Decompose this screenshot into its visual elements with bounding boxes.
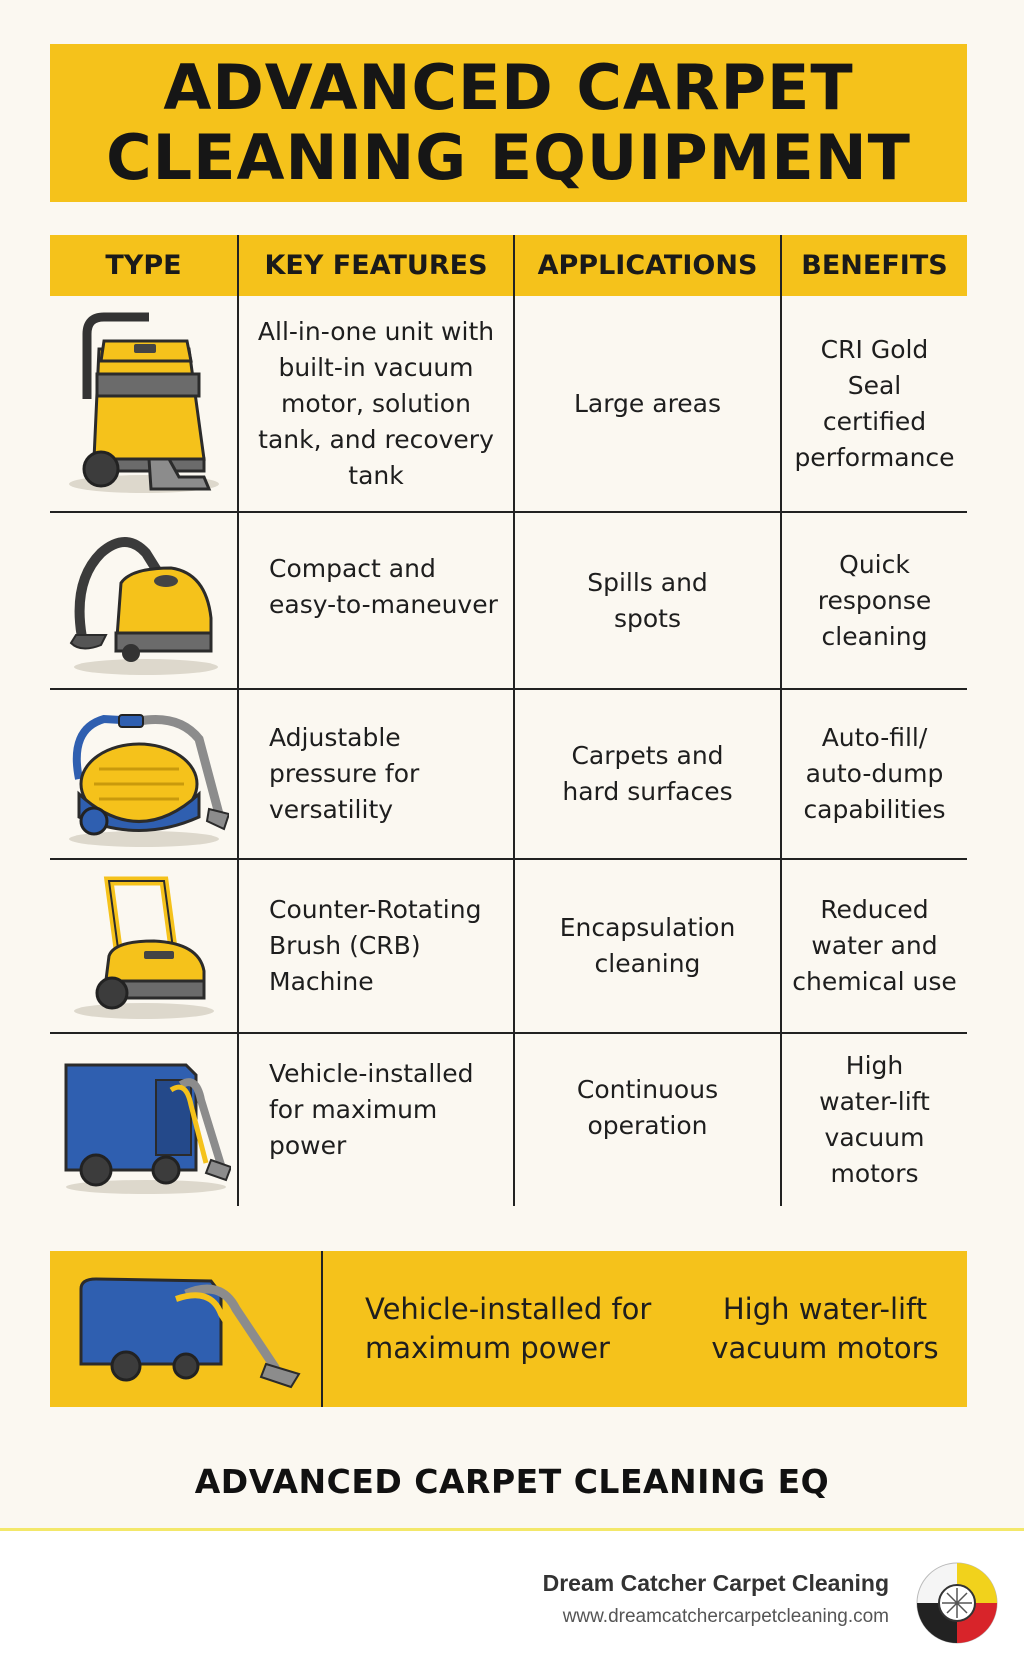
benefit-line: motors (830, 1159, 919, 1188)
application-line: hard surfaces (562, 777, 733, 806)
type-cell (50, 296, 239, 511)
application-line: Encapsulation (559, 913, 736, 942)
summary-benefit (700, 1290, 950, 1368)
application-line: Large areas (573, 388, 722, 418)
feature-line: All-in-one unit with (257, 316, 495, 346)
feature-line: easy-to-maneuver (269, 590, 498, 619)
benefit-line: water and (811, 931, 938, 960)
summary-benefit-line: High water-lift (722, 1292, 928, 1326)
header-type: TYPE (50, 235, 239, 296)
truck-mount-unit-icon (56, 1045, 231, 1195)
feature-line: Brush (CRB) (269, 931, 421, 960)
summary-feature (323, 1290, 700, 1368)
feature-line: Counter-Rotating (269, 895, 482, 924)
applications-cell (515, 1034, 782, 1206)
header-applications: APPLICATIONS (515, 235, 782, 296)
table-row (50, 513, 967, 690)
benefit-line: CRI Gold Seal (820, 334, 929, 400)
benefit-line: auto-dump (805, 759, 944, 788)
benefit-line: vacuum (824, 1123, 925, 1152)
table-row (50, 690, 967, 860)
application-line: spots (613, 603, 682, 633)
benefit-line: High (845, 1051, 904, 1080)
feature-line: Adjustable (269, 723, 401, 752)
truck-mount-unit-icon (71, 1269, 301, 1389)
feature-line: motor, solution (281, 388, 471, 418)
benefits-cell (782, 513, 967, 688)
feature-line: for maximum (269, 1095, 438, 1124)
summary-benefit-line: vacuum motors (711, 1331, 939, 1365)
yellow-wet-dry-vacuum-icon (59, 309, 229, 499)
company-website[interactable]: www.dreamcatchercarpetcleaning.com (562, 1606, 889, 1627)
table-row (50, 860, 967, 1034)
crb-machine-icon (64, 871, 224, 1021)
summary-banner (50, 1251, 967, 1407)
feature-line: Vehicle-installed (269, 1059, 474, 1088)
features-cell (239, 296, 515, 511)
title-banner (50, 44, 967, 202)
features-cell (239, 690, 515, 858)
type-cell (50, 513, 239, 688)
header-benefits: BENEFITS (801, 250, 948, 281)
benefit-line: cleaning (821, 621, 928, 651)
summary-icon-cell (50, 1251, 323, 1407)
feature-line: power (269, 1131, 347, 1160)
application-line: Continuous (576, 1075, 719, 1104)
features-cell (239, 860, 515, 1032)
applications-cell (515, 860, 782, 1032)
benefit-line: performance (794, 442, 955, 472)
equipment-table (50, 235, 967, 1206)
benefits-cell (782, 860, 967, 1032)
feature-line: tank, and recovery (258, 424, 494, 454)
table-row (50, 1034, 967, 1206)
feature-line: Compact and (269, 554, 436, 583)
feature-line: Machine (269, 967, 374, 996)
type-cell (50, 690, 239, 858)
application-line: operation (587, 1111, 708, 1140)
feature-line: versatility (269, 795, 394, 824)
header-key-features: KEY FEATURES (239, 235, 515, 296)
feature-line: tank (348, 460, 404, 490)
canister-vacuum-icon (61, 523, 226, 678)
applications-cell (515, 690, 782, 858)
footer (0, 1531, 1024, 1666)
benefit-line: chemical use (792, 967, 957, 996)
application-line: Carpets and (571, 741, 724, 770)
benefit-line: Quick (839, 549, 910, 579)
benefits-cell (782, 1034, 967, 1206)
features-cell (239, 1034, 515, 1206)
table-header (50, 235, 967, 296)
applications-cell (515, 296, 782, 511)
company-name: Dream Catcher Carpet Cleaning (542, 1570, 889, 1596)
benefit-line: Reduced (820, 895, 929, 924)
benefit-line: capabilities (803, 795, 946, 824)
type-cell (50, 860, 239, 1032)
benefit-line: certified (822, 406, 927, 436)
benefits-cell (782, 690, 967, 858)
feature-line: built-in vacuum (278, 352, 474, 382)
benefit-line: water-lift (819, 1087, 930, 1116)
summary-feature-line: Vehicle-installed for (365, 1292, 652, 1326)
benefits-cell (782, 296, 967, 511)
summary-feature-line: maximum power (365, 1331, 610, 1365)
blue-yellow-extractor-icon (59, 699, 229, 849)
application-line: cleaning (594, 949, 701, 978)
application-line: Spills and (587, 567, 708, 597)
title-line-1: ADVANCED CARPET (163, 51, 854, 124)
title-line-2: CLEANING EQUIPMENT (106, 121, 911, 194)
footer-title: ADVANCED CARPET CLEANING EQ (194, 1462, 830, 1501)
features-cell (239, 513, 515, 688)
benefit-line: response (817, 585, 932, 615)
benefit-line: Auto-fill/ (821, 723, 928, 752)
feature-line: pressure for (269, 759, 420, 788)
dream-catcher-logo-icon (914, 1560, 1000, 1646)
table-row (50, 296, 967, 513)
type-cell (50, 1034, 239, 1206)
applications-cell (515, 513, 782, 688)
